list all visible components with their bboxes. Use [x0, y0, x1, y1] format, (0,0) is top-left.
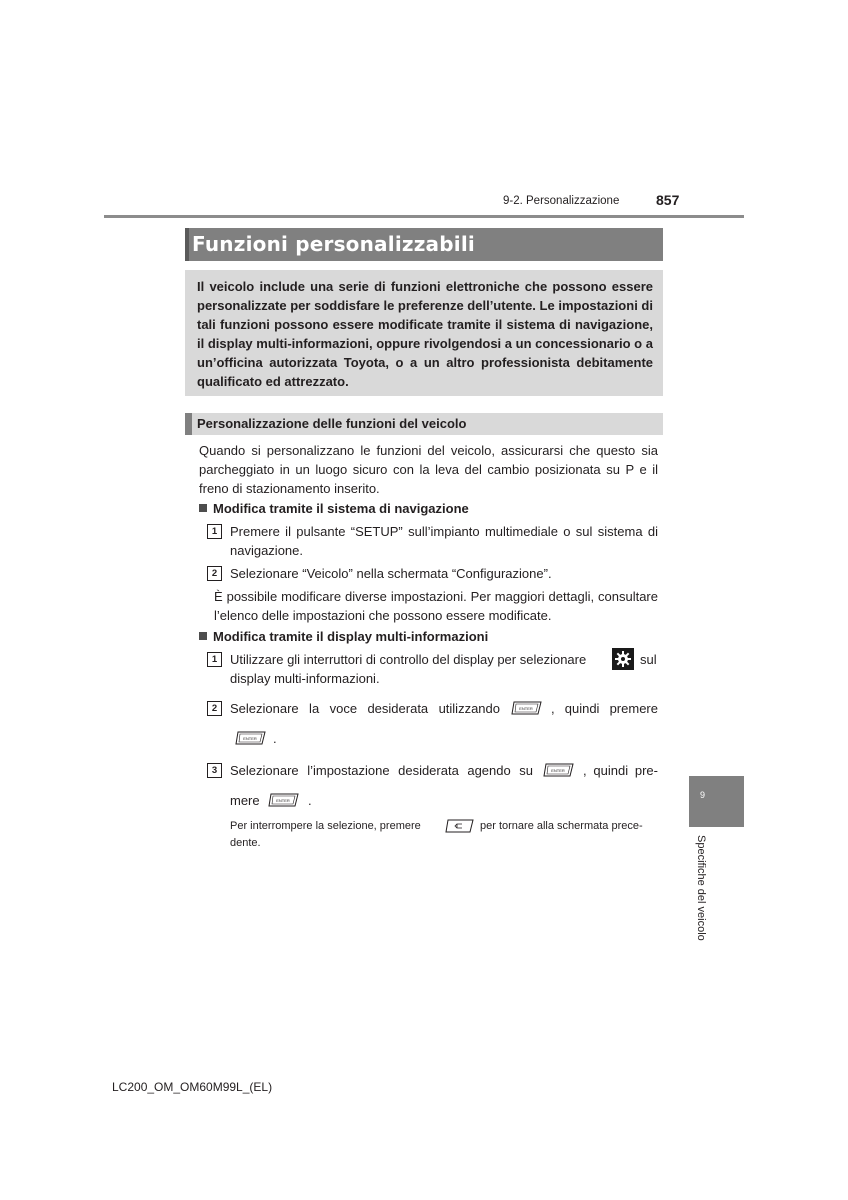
enter-button-icon — [543, 763, 575, 782]
chapter-tab-number: 9 — [700, 790, 706, 800]
chapter-tab-label: Specifiche del veicolo — [695, 835, 707, 941]
step-number: 1 — [207, 524, 222, 539]
nav-step-1: Premere il pulsante “SETUP” sull’impianto multimediale o sul sistema di navigazione. — [230, 524, 658, 558]
mid-step-3a: Selezionare l’impostazione desiderata agendo su — [230, 763, 533, 778]
mid-heading-text: Modifica tramite il display multi-informazioni — [213, 629, 489, 644]
intro-text: Il veicolo include una serie di funzioni elettroniche che possono essere personalizzate per soddisfare le preferenze dell’utente. Le impostazioni di tali funzioni possono essere modificate tramite il sistema di navigazione, il display multi-informazioni, oppure rivolgendosi a un concessionario o a un’officina autorizzata Toyota, o a un altro professionista debitamente qualificato ed attrezzato. — [197, 279, 653, 389]
mid-step-1b: sul — [640, 652, 657, 667]
mid-heading — [199, 629, 488, 644]
back-button-icon — [445, 819, 475, 838]
subsection-title: Personalizzazione delle funzioni del veicolo — [197, 416, 467, 431]
square-bullet-icon — [199, 504, 207, 512]
svg-text:ENTER: ENTER — [243, 736, 257, 741]
square-bullet-icon — [199, 632, 207, 640]
nav-heading-text: Modifica tramite il sistema di navigazione — [213, 501, 469, 516]
mid-step-1a: Utilizzare gli interruttori di controllo del display per selezionare — [230, 652, 587, 667]
subsection-accent — [185, 413, 192, 435]
mid-step-2a: Selezionare la voce desiderata utilizzando — [230, 701, 500, 716]
step-number: 1 — [207, 652, 222, 667]
footer-code: LC200_OM_OM60M99L_(EL) — [112, 1080, 273, 1094]
svg-text:ENTER: ENTER — [276, 798, 290, 803]
step-number: 2 — [207, 701, 222, 716]
mid-step-3d: . — [308, 793, 312, 808]
step-number: 2 — [207, 566, 222, 581]
nav-heading — [199, 501, 469, 516]
gear-icon — [612, 648, 634, 670]
running-header-section: 9-2. Personalizzazione — [503, 195, 620, 207]
mid-step-2b: , quindi premere — [551, 701, 658, 716]
subsection-paragraph: Quando si personalizzano le funzioni del veicolo, assicurarsi che questo sia parcheggiato in un luogo sicuro con la leva del cambio posizionata su P e il freno di stazionamento inserito. — [199, 443, 658, 496]
title-accent — [185, 228, 189, 261]
step-number: 3 — [207, 763, 222, 778]
mid-note-b: per tornare alla schermata prece- — [480, 820, 643, 832]
mid-step-3b: , quindi pre- — [583, 763, 658, 778]
mid-step-1c: display multi-informazioni. — [230, 671, 380, 686]
svg-text:ENTER: ENTER — [551, 768, 565, 773]
svg-text:ENTER: ENTER — [519, 706, 533, 711]
mid-step-3c: mere — [230, 793, 260, 808]
enter-button-icon — [511, 701, 543, 720]
enter-button-icon — [235, 731, 267, 750]
enter-button-icon — [268, 793, 300, 812]
page-number: 857 — [656, 192, 680, 208]
chapter-tab — [689, 776, 744, 827]
mid-note-a: Per interrompere la selezione, premere — [230, 820, 421, 832]
header-rule — [104, 215, 744, 218]
mid-note-c: dente. — [230, 837, 261, 849]
nav-step-2: Selezionare “Veicolo” nella schermata “Configurazione”. — [230, 566, 552, 581]
mid-step-2c: . — [273, 731, 277, 746]
page-title: Funzioni personalizzabili — [192, 232, 475, 256]
nav-note: È possibile modificare diverse impostazioni. Per maggiori dettagli, consultare l’elenco delle impostazioni che possono essere modificate. — [214, 589, 658, 623]
